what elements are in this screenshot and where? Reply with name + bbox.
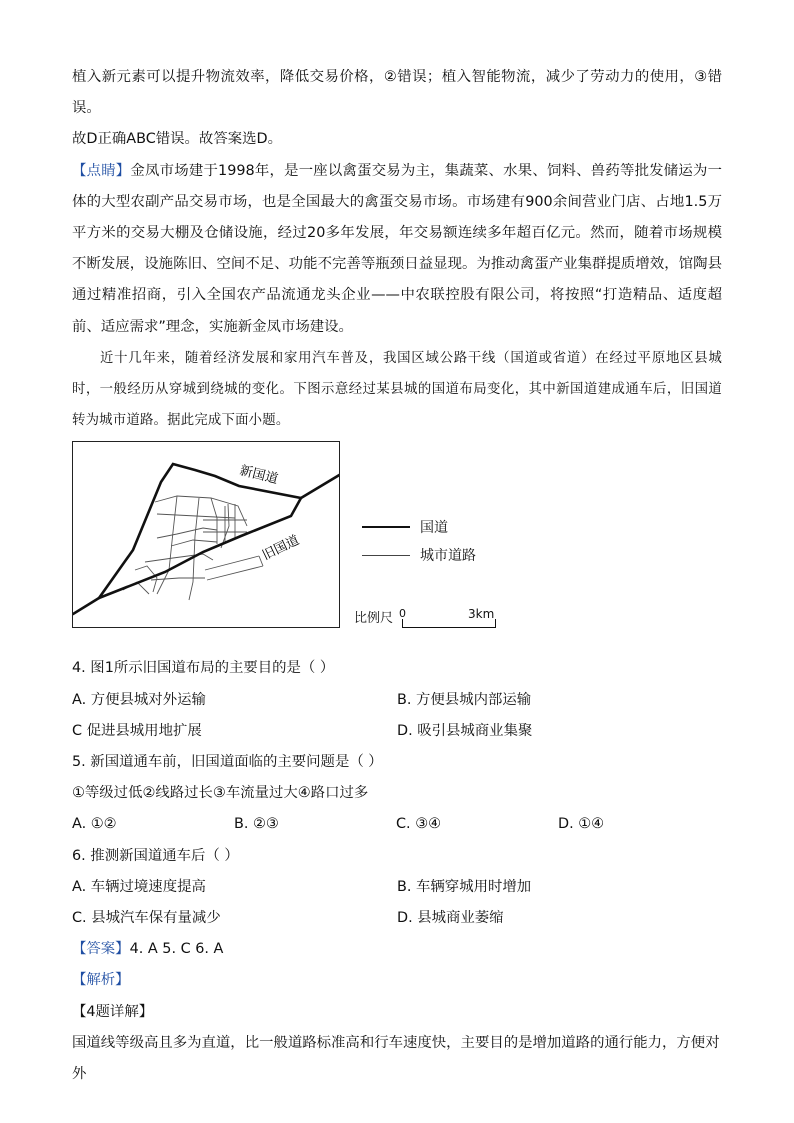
detail-label: 【4题详解】 (72, 1003, 154, 1020)
question-6-options-row2 (72, 903, 722, 934)
legend-city-label: 城市道路 (420, 548, 476, 565)
national-roads (73, 464, 340, 614)
document-page (72, 62, 722, 1090)
detail-text: 国道线等级高且多为直道，比一般道路标准高和行车速度快，主要目的是增加道路的通行能力，方便对外 (72, 1034, 720, 1083)
question-6-option-b: B. 车辆穿城用时增加 (397, 878, 532, 895)
question-5-stem: 5. 新国道通车前，旧国道面临的主要问题是（ ） (72, 754, 383, 771)
answer-text: 4. A 5. C 6. A (129, 941, 224, 958)
scale-zero: 0 (399, 607, 406, 621)
question-4-option-a: A. 方便县城对外运输 (72, 691, 206, 708)
question-5-option-d: D. ①④ (558, 816, 605, 833)
map-figure (72, 441, 722, 653)
legend-national (362, 513, 476, 541)
scale-label: 比例尺 (354, 611, 394, 627)
legend-thick-line (362, 526, 410, 528)
dianjing-paragraph (72, 156, 722, 343)
question-6-options-row1 (72, 872, 722, 903)
question-4-option-b: B. 方便县城内部运输 (397, 691, 532, 708)
legend-city (362, 541, 476, 569)
scale-bar (402, 619, 496, 628)
question-intro: 近十几年来，随着经济发展和家用汽车普及，我国区域公路干线（国道或省道）在经过平原地区县城时，一般经历从穿城到绕城的变化。下图示意经过某县城的国道布局变化，其中新国道建成通车后，旧国道转为城市道路。据此完成下面小题。 (72, 350, 722, 429)
question-5-items: ①等级过低②线路过长③车流量过大④路口过多 (72, 785, 369, 802)
map-scale (354, 607, 495, 627)
answer-line (72, 934, 722, 965)
question-6-option-c: C. 县城汽车保有量减少 (72, 910, 221, 927)
question-5-options (72, 809, 722, 840)
question-4-stem: 4. 图1所示旧国道布局的主要目的是（ ） (72, 660, 335, 677)
map-legend (362, 513, 476, 569)
dianjing-label: 【点睛】 (72, 162, 131, 179)
question-5-option-a: A. ①② (72, 816, 117, 833)
question-4-options-row1 (72, 685, 722, 716)
analysis-label: 【解析】 (72, 972, 130, 989)
legend-thin-line (362, 555, 410, 556)
legend-national-label: 国道 (420, 520, 448, 537)
label-new-national-road: 新国道 (238, 463, 280, 488)
question-5-option-c: C. ③④ (396, 816, 441, 833)
scale-max: 3km (468, 607, 495, 622)
label-old-national-road: 旧国道 (260, 533, 302, 565)
paragraph-1: 植入新元素可以提升物流效率，降低交易价格，②错误；植入智能物流，减少了劳动力的使用，③错误。 (72, 69, 722, 117)
question-4-option-d: D. 吸引县城商业集聚 (397, 722, 533, 739)
answer-label: 【答案】 (72, 941, 130, 958)
map-svg (73, 442, 340, 628)
dianjing-text: 金凤市场建于1998年，是一座以禽蛋交易为主，集蔬菜、水果、饲料、兽药等批发储运为一体的大型农副产品交易市场，也是全国最大的禽蛋交易市场。市场建有900余间营业门店、占地1.5万平方米的交易大棚及仓储设施，经过20多年发展，年交易额连续多年超百亿元。然而，随着市场规模不断发展，设施陈旧、空间不足、功能不完善等瓶颈日益显现。为推动禽蛋产业集群提质增效，馆陶县通过精准招商，引入全国农产品流通龙头企业——中农联控股有限公司，将按照“打造精品、适度超前、适应需求”理念，实施新金凤市场建设。 (72, 162, 722, 335)
city-roads (123, 496, 263, 600)
question-4-option-c: C 促进县城用地扩展 (72, 722, 202, 739)
question-6-stem: 6. 推测新国道通车后（ ） (72, 847, 239, 864)
question-6-option-a: A. 车辆过境速度提高 (72, 878, 206, 895)
county-map (72, 441, 340, 628)
question-5-option-b: B. ②③ (234, 816, 279, 833)
question-6-option-d: D. 县城商业萎缩 (397, 910, 504, 927)
question-4-options-row2 (72, 716, 722, 747)
paragraph-2: 故D正确ABC错误。故答案选D。 (72, 131, 282, 148)
